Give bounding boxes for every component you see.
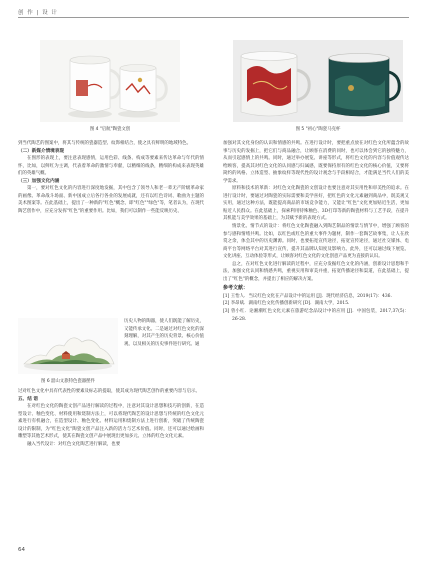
cups-image bbox=[40, 40, 180, 122]
paragraph: 到当代陶艺的图案中，将其与传统的瓷器造型、纹饰相结合，使之具有鲜明的地域特色。 bbox=[18, 141, 192, 146]
section-heading: 五、结 语 bbox=[18, 396, 38, 402]
left-column-bottom bbox=[18, 388, 204, 448]
paragraph: 加强对其文化身份的认识和情感的共鸣。在进行设计时，要把重点放在对红色文化所蕴含的故事与历史的发掘上，把它们与商品融合，让顾客在消费的同时，也可以体会到它的独特魅力，从而引起感情上的共鸣。同时，通过举办展览、讲座等形式，将红色文化的内容与价值观传达给顾客，提高其对红色文化的认同感与归属感，既要保持原有的红色文化的核心价值，又要将简约的风格、立体造型、抽象纹样等现代性的设计观念与手段相结合，才能满足当代人们的美学需求。 bbox=[223, 141, 409, 184]
figure-4-caption: 图 4 "启航"陶瓷文创 bbox=[89, 127, 131, 132]
paragraph: 在图形的表现上，要注意表现感情，运用色彩、线条、构成等要素来传达革命与年代的情怀，比如，以鲜红为主调，代表着革命的激情与奉献，以精细的线条，精细的构成来表现英雄们的英雄气概。 bbox=[18, 156, 204, 177]
figure-6 bbox=[18, 318, 118, 374]
references-title: 参考文献： bbox=[223, 285, 249, 292]
mugs-image bbox=[233, 40, 403, 122]
reference-item: [3] 曾小红．论湘潮红色文化元素在旅游纪念品设计中的应用 [J]．中国包装，2017,37(5)：26-28. bbox=[223, 309, 409, 322]
figure-6-caption: 图 6 韶山文旅特色瓷器摆件 bbox=[41, 379, 95, 384]
header-rule bbox=[18, 17, 409, 18]
paragraph: 融入当代设计：对红色文化陶艺进行解读，也要 bbox=[27, 441, 121, 447]
section-heading: （二）新媒介情境表现 bbox=[18, 148, 64, 154]
reference-item: [1] 王怡人．当议红色文化在产品设计中的运用 [J]．现代经济信息，2019(17)：436. bbox=[223, 293, 392, 299]
left-column-wrap bbox=[124, 318, 204, 348]
paragraph: 总之，在对红色文化进行解读的过程中，应充分发掘红色文化的内涵，创新设计思想和手法，加强文化认同和情感共鸣，重视实用和审美并重，拓宽传播途径和渠道，在此基础上，提出了"红色"的概念，并提出了相应的解决方案。 bbox=[223, 261, 409, 282]
reference-item: [2] 李昂斌．湖南红色文化传播创新研究 [D]．湖南大学，2015. bbox=[223, 301, 350, 307]
figure-5-caption: 图 5 "初心"陶瓷马克杯 bbox=[295, 127, 341, 132]
section-heading: （三）加强文化内涵 bbox=[18, 178, 60, 184]
paragraph: 情景化、情节式的设计：将红色文化陶瓷融入到陶艺制品的情景与情节中，增强了顾客的参与感和情绪共鸣。比如，以红色或红色的重大事件为题材，制作一套陶艺故事集，让人在欣赏之余，体会其中的历史渊源。同时，也要拓宽宣传途径，拓宽宣传途径，通过社交媒体、电商平台等网络平台对其进行宣传，提升其品牌认知度及影响力。此外，还可以通过线下展览、文化讲座、互动体验等形式，让顾客对红色文化的文化创意产品更为直接的认识。 bbox=[223, 224, 409, 260]
ornament-image bbox=[18, 318, 118, 374]
paragraph: 历史人物的陶器，使人们既能了解历史，又能传承文化。二是通过对红色文化的深刻理解，对其产生的历史背景、核心价值观、以及相关的历史事件进行研究。通 bbox=[124, 319, 204, 347]
paragraph: 过对红色文化中具有代表性的要素及标志的提取，使其成为现代陶艺创作的重要内容与启示。 bbox=[18, 389, 200, 394]
right-column bbox=[223, 140, 409, 323]
paragraph: 在对红色文化的陶瓷文创产品进行解读的过程中，注意对其设计思想和技巧的创新，在造型设计、釉色变化、材料使用和烧制方法上，可以将现代陶艺的设计思想与传统的红色文化元素进行有机融合，在造型设计、釉色变化、材料运用和烧制方法上进行创新，突破了传统陶瓷设计的限制，为"红色文化"陶瓷文创产品注入新的活力与艺术价值。同时，还可以通过绘画和雕塑等其他艺术形式，使其在陶瓷文创产品中展现出更加多元、立体的红色文化元素。 bbox=[18, 404, 204, 440]
left-column-top bbox=[18, 140, 204, 215]
figure-4 bbox=[40, 40, 180, 122]
running-header: 创 作 | 设 计 bbox=[18, 10, 58, 16]
paragraph: 原料和技术的革新：对红色文化陶瓷的文创设计也要注意对其实用性和审美性的追求。在进行设计时，要通过对陶瓷的实际需要和美学喜好，把红色的文化元素融到商品中，既美观又实用，通过这种方法，既能提高商品的市场竞争能力，又能让"红色"文化更加贴近生活，更加贴近人民群众。在此基础上，探索利用特殊釉色、3D打印等新的陶瓷材料与工艺手段，在提升其机能与美学效果的基础上，为其赋予新的表现方式。 bbox=[223, 186, 409, 222]
figure-5 bbox=[233, 40, 403, 122]
page-number: 64 bbox=[18, 547, 25, 553]
paragraph: 第一，要对红色文化的内容进行深度地发掘，其中包含了领导人和老一辈无产阶级革命家的画像、革命战斗场面、新中国成立后各行各业的发展成就，还有以红色诗词、歌曲为主题的美术图案等。在此基础上，提出了一种新的"红色"概念，即"红色""绿色"等，笔者认为，在现代陶艺创作中，应充分发挥"红色"的重要作用。比如，我们可以制作一些能反映历史、 bbox=[18, 186, 204, 214]
